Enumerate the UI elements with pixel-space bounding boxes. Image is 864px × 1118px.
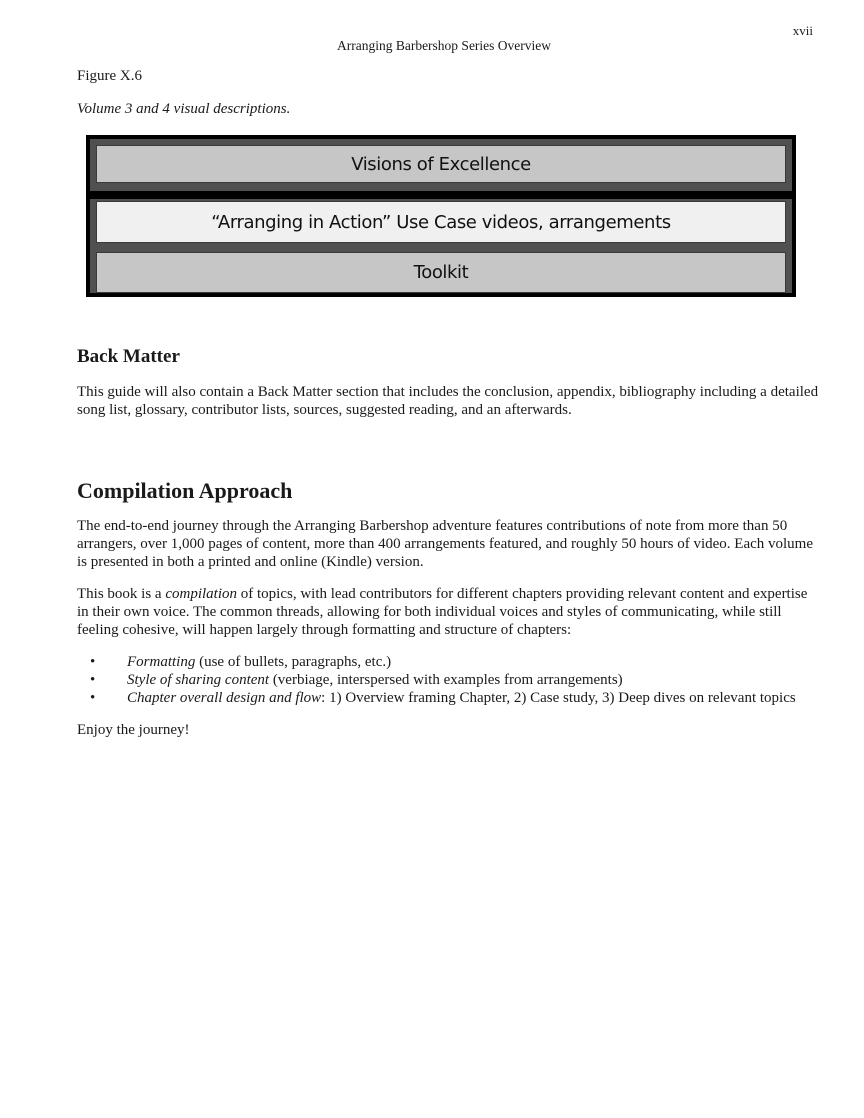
paragraph-text: This book is a [77,586,166,602]
list-item-term: Formatting [127,654,196,670]
list-item-text: (verbiage, interspersed with examples from arrangements) [269,672,623,688]
figure-label: Figure X.6 [77,68,142,84]
bullet-icon: • [90,690,96,706]
volume-diagram [86,135,796,297]
bullet-icon: • [90,654,96,670]
emphasis-compilation: compilation [165,586,238,602]
list-item-text: (use of bullets, paragraphs, etc.) [195,654,392,670]
diagram-bar-toolkit: Toolkit [96,252,786,293]
list-item-term: Chapter overall design and flow [127,690,322,706]
diagram-bottom-block [86,195,796,297]
bullet-icon: • [90,672,96,688]
paragraph-text: of topics, with lead contributors for different chapters providing relevant content and expertise in their own voice. The common threads, allowing for both individual voices and styles of communicating, while still feeling cohesive, will happen largely through formatting and structure of chapters: [77,586,808,638]
compilation-paragraph-1: The end-to-end journey through the Arranging Barbershop adventure features contributions of note from more than 50 arrangers, over 1,000 pages of content, more than 400 arrangements featured, and roughly 50 hours of video. Each volume is presented in both a printed and online (Kindle) version. [77,518,814,570]
back-matter-heading: Back Matter [77,346,180,367]
page-number: xvii [792,23,813,38]
list-item [77,671,796,689]
list-item [77,689,796,707]
compilation-approach-heading: Compilation Approach [77,478,293,503]
running-title: Arranging Barbershop Series Overview [336,38,552,53]
figure-caption: Volume 3 and 4 visual descriptions. [77,101,291,117]
list-item-text: : 1) Overview framing Chapter, 2) Case study, 3) Deep dives on relevant topics [321,690,796,706]
back-matter-paragraph: This guide will also contain a Back Matter section that includes the conclusion, appendix, bibliography including a detailed song list, glossary, contributor lists, sources, suggested reading, and an afterwards. [77,384,819,418]
diagram-bar-visions-of-excellence: Visions of Excellence [96,145,786,183]
diagram-top-block [86,135,796,195]
compilation-paragraph-2 [77,585,822,639]
chapter-structure-list [77,653,796,707]
list-item-term: Style of sharing content [127,672,270,688]
list-item [77,653,796,671]
closing-line: Enjoy the journey! [77,722,190,738]
diagram-bar-arranging-in-action: “Arranging in Action” Use Case videos, arrangements [96,201,786,243]
